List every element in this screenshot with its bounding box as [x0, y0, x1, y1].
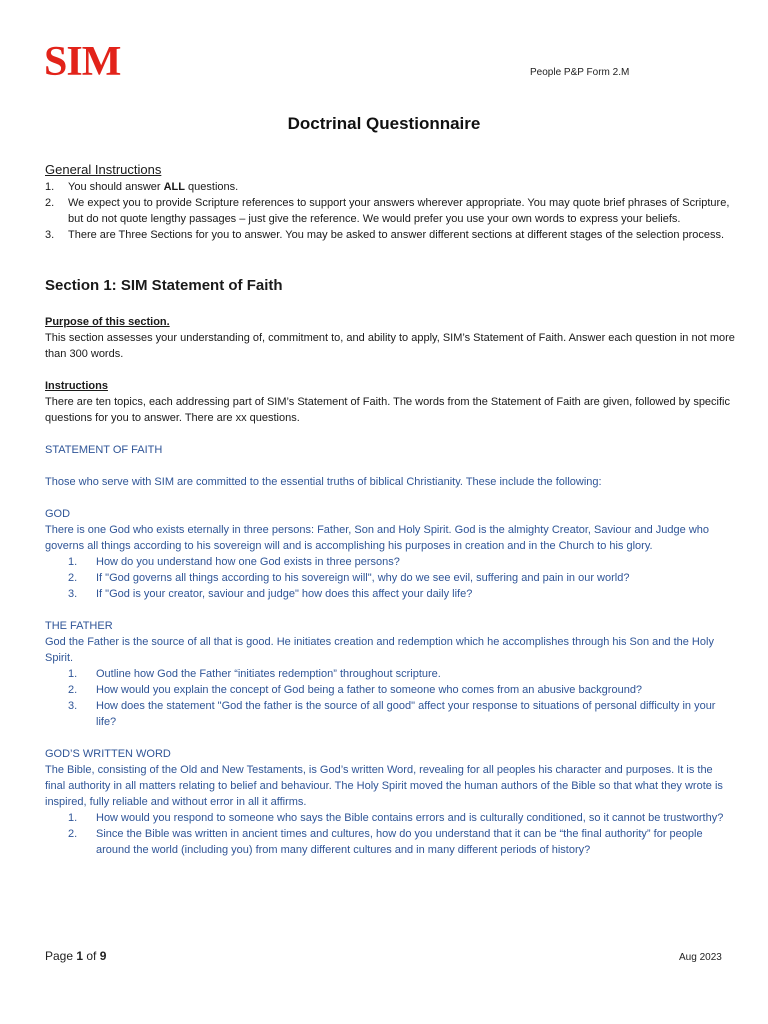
instruction-item	[45, 179, 735, 195]
topic-title: THE FATHER	[45, 620, 113, 632]
general-instructions-heading: General Instructions	[45, 162, 162, 177]
question-number: 3.	[68, 700, 78, 712]
topic-text: God the Father is the source of all that is good. He initiates creation and redemption which he accomplishes through his Son and the Holy Spirit.	[45, 636, 714, 664]
document-title: Doctrinal Questionnaire	[287, 114, 481, 133]
page-total: 9	[99, 949, 107, 963]
section-1-heading: Section 1: SIM Statement of Faith	[45, 277, 283, 294]
question-text: How do you understand how one God exists in three persons?	[96, 556, 400, 568]
purpose-heading: Purpose of this section.	[45, 316, 170, 328]
question-item	[45, 698, 735, 730]
document-body	[45, 161, 735, 858]
instructions-text: There are ten topics, each addressing part of SIM’s Statement of Faith. The words from the Statement of Faith are given, followed by specific questions for you to answer. There are xx questions.	[45, 396, 730, 424]
question-number: 1.	[68, 812, 78, 824]
purpose-text: This section assesses your understanding of, commitment to, and ability to apply, SIM’s Statement of Faith. Answer each question in not more than 300 words.	[45, 332, 735, 360]
topic-the-father	[45, 618, 735, 730]
page-current: 1	[76, 949, 84, 963]
instruction-text: There are Three Sections for you to answer. You may be asked to answer different sections at different stages of the selection process.	[68, 229, 725, 241]
instruction-text: You should answer	[68, 181, 164, 193]
instruction-text-end: questions.	[185, 181, 239, 193]
instruction-item	[45, 227, 735, 243]
question-list	[45, 666, 735, 730]
question-list	[45, 810, 735, 858]
question-item	[45, 666, 735, 682]
question-item	[45, 586, 735, 602]
sim-logo: SIM	[44, 39, 121, 85]
question-number: 1.	[68, 556, 78, 568]
question-number: 2.	[68, 572, 78, 584]
question-text: Since the Bible was written in ancient times and cultures, how do you understand that it can be “the final authority” for people around the world (including you) from many different cultures and in many different periods of history?	[96, 828, 703, 856]
footer-date: Aug 2023	[679, 952, 722, 963]
question-number: 3.	[68, 588, 78, 600]
question-number: 2.	[68, 828, 78, 840]
instruction-item	[45, 195, 735, 227]
instruction-number: 3.	[45, 229, 55, 241]
instructions-heading: Instructions	[45, 380, 108, 392]
topic-text: The Bible, consisting of the Old and New Testaments, is God’s written Word, revealing for all peoples his character and purposes. It is the final authority in all matters relating to belief and behaviour. The Holy Spirit moved the human authors of the Bible so that what they wrote is inspired, fully reliable and without error in all it affirms.	[45, 764, 723, 808]
question-item	[45, 810, 735, 826]
question-number: 2.	[68, 684, 78, 696]
statement-of-faith-intro: Those who serve with SIM are committed to the essential truths of biblical Christianity. These include the following:	[45, 476, 602, 488]
question-item	[45, 554, 735, 570]
question-item	[45, 570, 735, 586]
topic-text: There is one God who exists eternally in three persons: Father, Son and Holy Spirit. God is the almighty Creator, Saviour and Judge who governs all things according to his sovereign will and is accomplishing his purposes in creation and in the Church to his glory.	[45, 524, 710, 552]
question-number: 1.	[68, 668, 78, 680]
question-list	[45, 554, 735, 602]
question-text: How would you explain the concept of God being a father to someone who comes from an abusive background?	[96, 684, 643, 696]
page-of: of	[83, 949, 100, 963]
topic-god	[45, 506, 735, 602]
page-number	[45, 949, 106, 963]
question-item	[45, 826, 735, 858]
question-text: How does the statement "God the father is the source of all good" affect your response to situations of personal difficulty in your life?	[96, 700, 716, 728]
instruction-text: We expect you to provide Scripture references to support your answers wherever appropriate. You may quote brief phrases of Scripture, but do not quote lengthy passages – just give the reference. We would prefer you use your own words to express your beliefs.	[68, 197, 730, 225]
page-prefix: Page	[45, 949, 77, 963]
general-instructions-list	[45, 179, 735, 243]
instruction-number: 2.	[45, 197, 55, 209]
question-text: If "God governs all things according to his sovereign will", why do we see evil, suffering and pain in our world?	[96, 572, 630, 584]
topic-title: GOD	[45, 508, 71, 520]
statement-of-faith-label: STATEMENT OF FAITH	[45, 444, 163, 456]
question-text: If "God is your creator, saviour and judge" how does this affect your daily life?	[96, 588, 473, 600]
instruction-number: 1.	[45, 181, 55, 193]
instruction-emphasis: ALL	[163, 181, 185, 193]
topic-title: GOD’S WRITTEN WORD	[45, 748, 171, 760]
form-id: People P&P Form 2.M	[530, 67, 630, 78]
question-text: Outline how God the Father “initiates redemption” throughout scripture.	[96, 668, 441, 680]
question-text: How would you respond to someone who says the Bible contains errors and is culturally conditioned, so it cannot be trustworthy?	[96, 812, 724, 824]
question-item	[45, 682, 735, 698]
topic-gods-written-word	[45, 746, 735, 858]
